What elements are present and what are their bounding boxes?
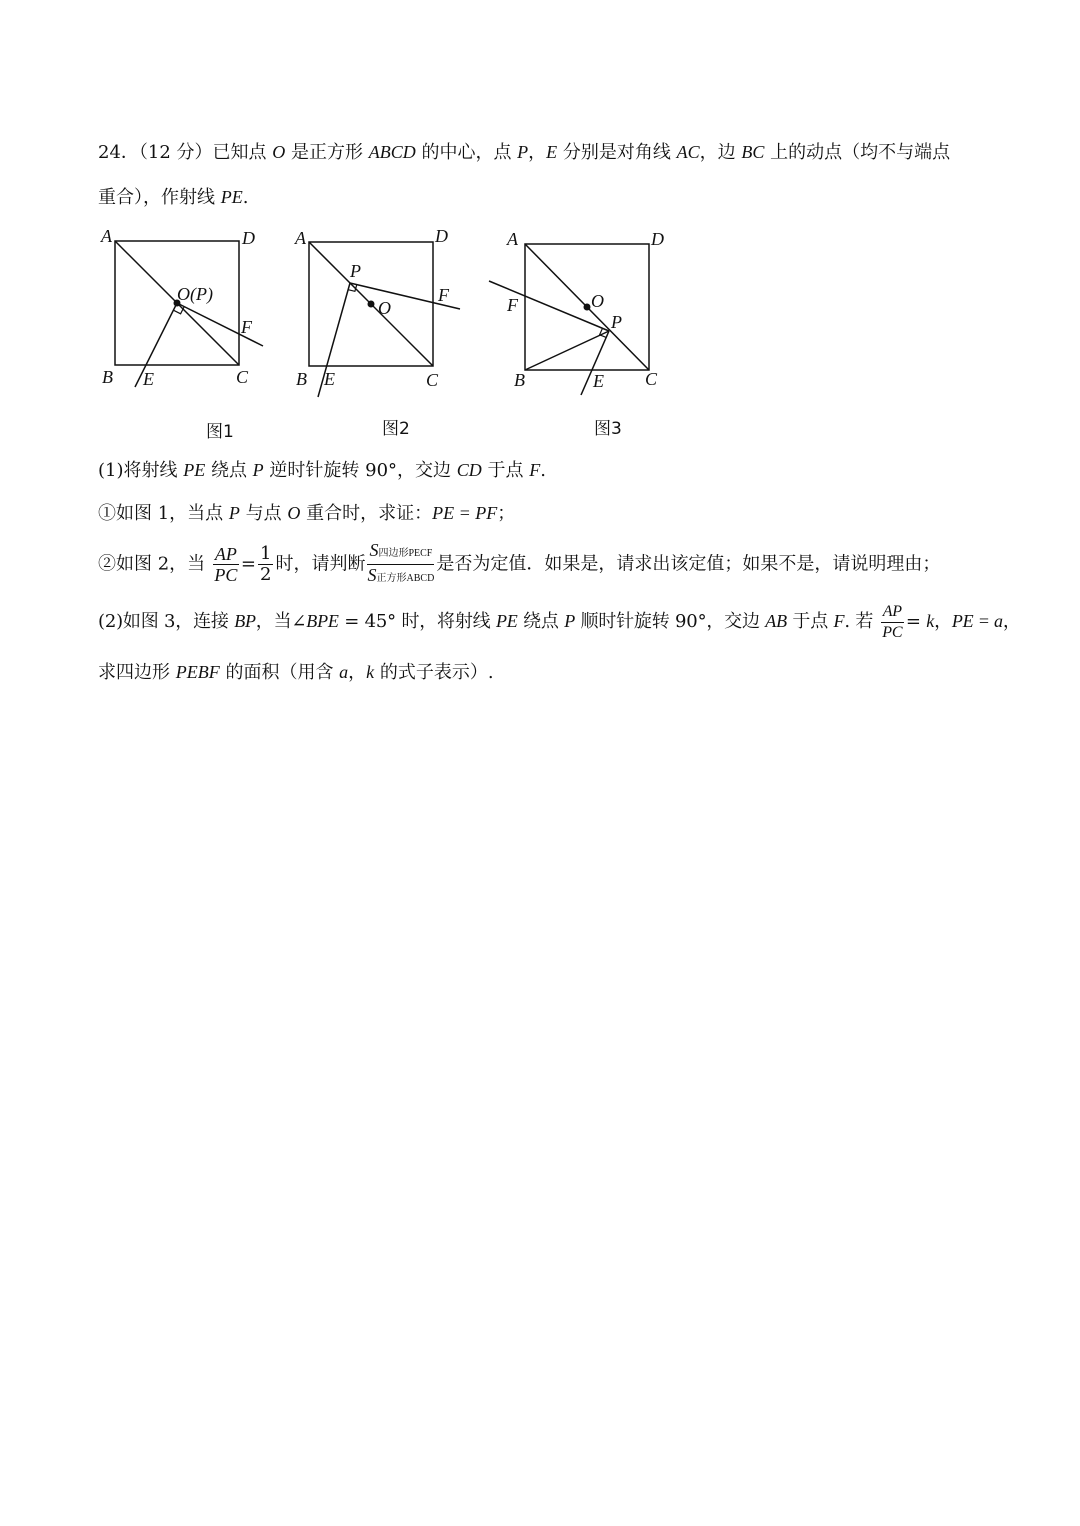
label-c: C bbox=[236, 367, 249, 387]
label-e: E bbox=[143, 369, 154, 389]
label-p: P bbox=[350, 261, 361, 281]
figure-1-caption: 图1 bbox=[206, 422, 234, 442]
figure-2-caption: 图2 bbox=[382, 419, 410, 439]
label-d: D bbox=[651, 229, 664, 249]
fraction-one-half: $\frac{1}{2}$ bbox=[260, 543, 272, 585]
part2-statement-line-2: 求四边形 PEBF 的面积（用含 a，k 的式子表示）. bbox=[98, 662, 494, 683]
ray-pe bbox=[135, 303, 177, 387]
label-d: D bbox=[242, 228, 255, 248]
question-1: ①如图 1，当点 P 与点 O 重合时，求证：PE = PF； bbox=[98, 503, 516, 524]
label-e: E bbox=[593, 371, 604, 391]
label-a: A bbox=[101, 226, 112, 246]
fraction-ap-pc: $\frac{AP}{PC}$ bbox=[214, 544, 238, 585]
figure-3 bbox=[485, 225, 675, 395]
figure-3-caption: 图3 bbox=[594, 419, 622, 439]
label-d: D bbox=[435, 226, 448, 246]
label-f: F bbox=[438, 285, 449, 305]
label-o-p: O(P) bbox=[177, 284, 213, 304]
point-o bbox=[368, 301, 375, 308]
figure-2 bbox=[290, 225, 470, 395]
label-e: E bbox=[324, 369, 335, 389]
figure-1 bbox=[95, 225, 275, 395]
label-c: C bbox=[426, 370, 439, 390]
label-o: O bbox=[591, 291, 604, 311]
fraction-ap-pc-k: $\frac{AP}{PC}$ bbox=[882, 602, 903, 641]
part1-statement: (1)将射线 PE 绕点 P 逆时针旋转 90°，交边 CD 于点 F. bbox=[98, 460, 546, 481]
problem-line-1: 24．（12 分）已知点 O 是正方形 ABCD 的中心，点 P，E 分别是对角线 AC，边 BC 上的动点（均不与端点 bbox=[98, 142, 951, 163]
point-o bbox=[584, 304, 591, 311]
part2-statement-line-1: (2)如图 3，连接 BP，当∠BPE = 45° 时，将射线 PE 绕点 P 顺时针旋转 90°，交边 AB 于点 F. 若 $\frac{AP}{PC}$ = k，PE = a， bbox=[98, 602, 1021, 641]
label-o: O bbox=[378, 298, 391, 318]
label-a: A bbox=[295, 228, 306, 248]
label-p: P bbox=[611, 312, 622, 332]
problem-line-2: 重合），作射线 PE. bbox=[98, 187, 249, 208]
label-b: B bbox=[296, 369, 307, 389]
label-b: B bbox=[514, 370, 525, 390]
label-a: A bbox=[507, 229, 518, 249]
area-ratio-fraction: $\frac{\text{S四边形PECF}}{\text{S正方形ABCD}}$ bbox=[367, 540, 435, 585]
label-f: F bbox=[241, 317, 252, 337]
segment-bp bbox=[525, 331, 609, 370]
label-c: C bbox=[645, 369, 658, 389]
question-2: ②如图 2，当 $\frac{AP}{PC}$ = $\frac{1}{2}$ 时，请判断 $\frac{\text{S四边形PECF}}{\text{S正方形ABCD}}$ 是否为定值．如果是，请求出该定值；如果不是，请说明理由； bbox=[98, 540, 940, 589]
label-f: F bbox=[507, 295, 518, 315]
label-b: B bbox=[102, 367, 113, 387]
